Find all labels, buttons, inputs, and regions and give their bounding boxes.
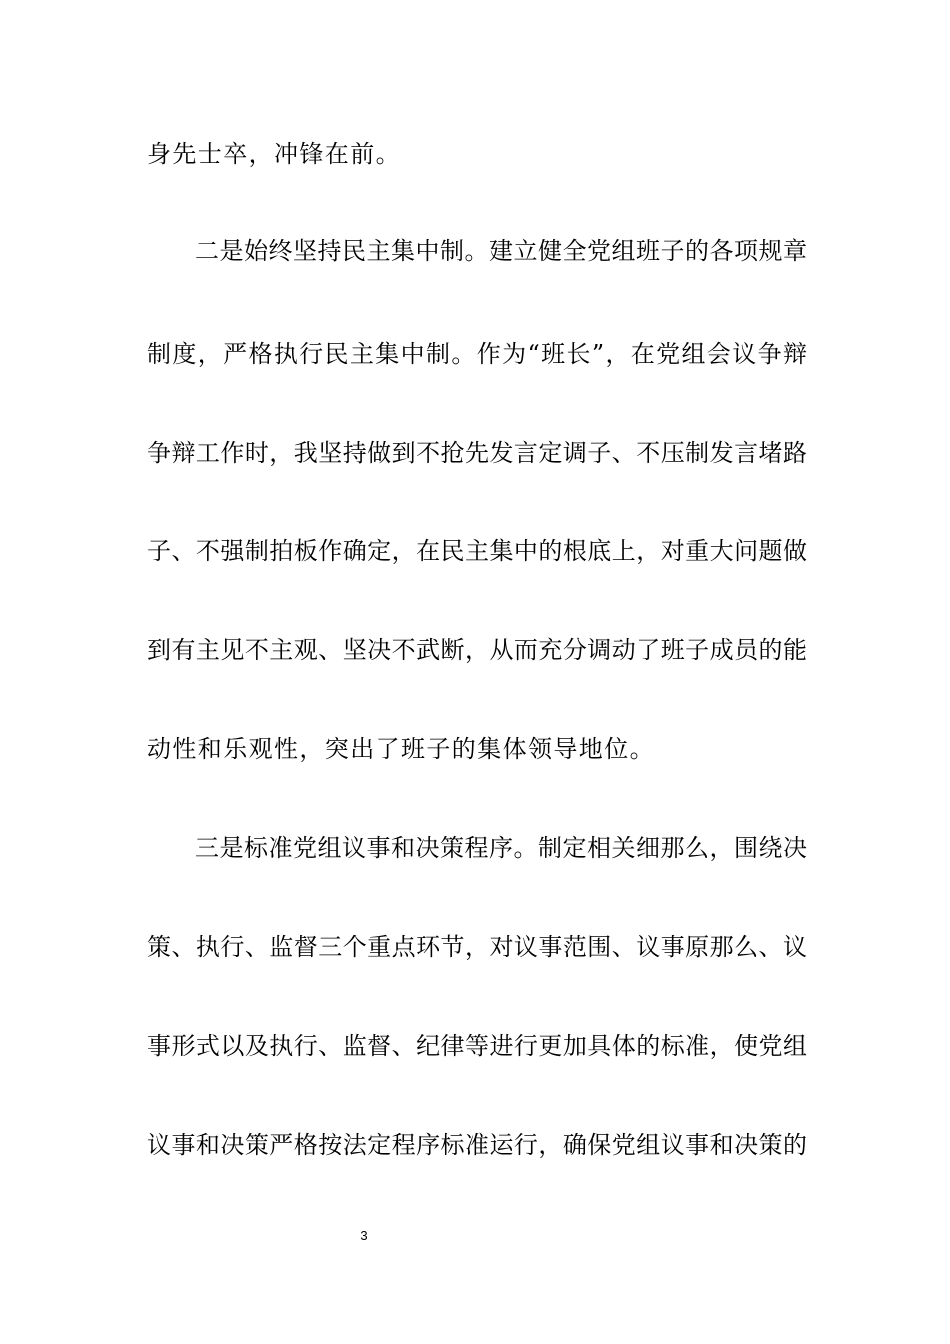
paragraph-2-line-1: 二是始终坚持民主集中制。建立健全党组班子的各项规章 (195, 237, 807, 265)
paragraph-3-line-2: 策、执行、监督三个重点环节，对议事范围、议事原那么、议 (147, 933, 807, 961)
paragraph-2-line-2: 制度，严格执行民主集中制。作为“班长”，在党组会议争辩 (147, 340, 807, 368)
paragraph-3-line-1: 三是标准党组议事和决策程序。制定相关细那么，围绕决 (195, 834, 807, 862)
paragraph-3-line-3: 事形式以及执行、监督、纪律等进行更加具体的标准，使党组 (147, 1032, 807, 1060)
text-line-1: 身先士卒，冲锋在前。 (147, 140, 401, 168)
paragraph-2-line-4: 子、不强制拍板作确定，在民主集中的根底上，对重大问题做 (147, 537, 807, 565)
paragraph-2-line-3: 争辩工作时，我坚持做到不抢先发言定调子、不压制发言堵路 (147, 439, 807, 467)
paragraph-2-line-6: 动性和乐观性，突出了班子的集体领导地位。 (147, 735, 655, 763)
paragraph-2-line-5: 到有主见不主观、坚决不武断，从而充分调动了班子成员的能 (147, 636, 807, 664)
paragraph-3-line-4: 议事和决策严格按法定程序标准运行，确保党组议事和决策的 (147, 1131, 807, 1159)
page-number: 3 (360, 1228, 368, 1243)
